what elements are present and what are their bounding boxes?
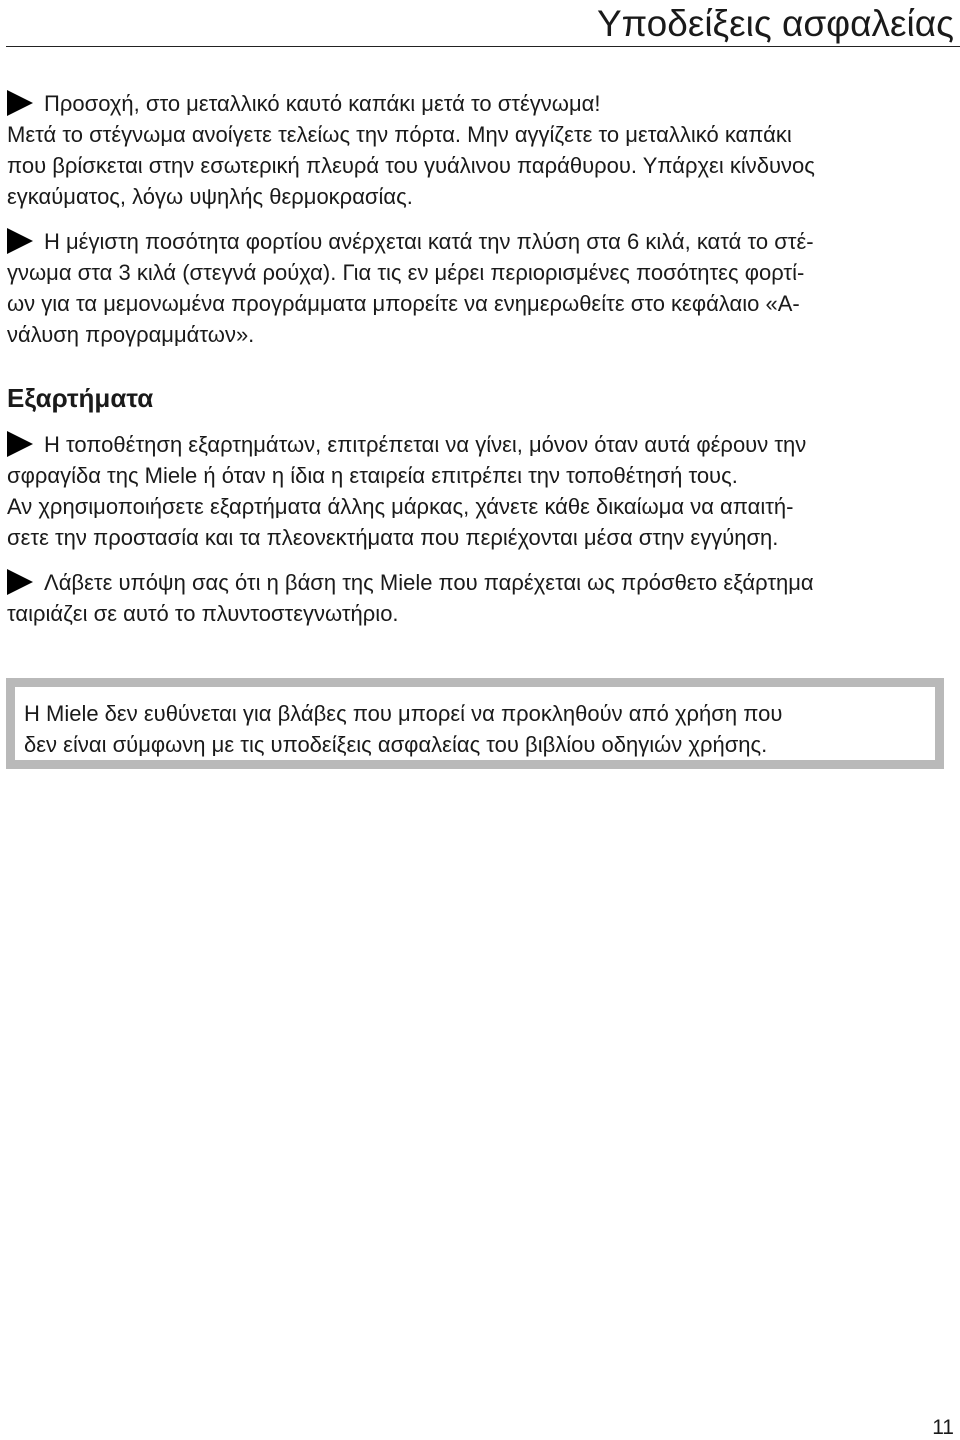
notice-line: Η Miele δεν ευθύνεται για βλάβες που μπορεί να προκληθούν από χρήση που [24,701,783,726]
block-line: Η μέγιστη ποσότητα φορτίου ανέρχεται κατά την πλύση στα 6 κιλά, κατά το στέ- [7,226,950,257]
section-heading-accessories: Εξαρτήματα [7,383,154,413]
page-content [7,88,950,629]
notice-line: δεν είναι σύμφωνη με τις υποδείξεις ασφαλείας του βιβλίου οδηγιών χρήσης. [24,732,768,757]
bullet-triangle-icon [7,90,33,116]
bullet-triangle-icon [7,228,33,254]
safety-block-max-load [7,226,950,350]
block-line: Αν χρησιμοποιήσετε εξαρτήματα άλλης μάρκας, χάνετε κάθε δικαίωμα να απαιτή- [7,494,794,519]
liability-notice-inner [15,687,935,760]
safety-block-hot-lid [7,88,950,212]
block-line: ων για τα μεμονωμένα προγράμματα μπορείτε να ενημερωθείτε στο κεφάλαιο «Α- [7,291,800,316]
block-line: Η τοποθέτηση εξαρτημάτων, επιτρέπεται να γίνει, μόνον όταν αυτά φέρουν την [7,429,950,460]
liability-notice-box [6,678,944,769]
block-line: Προσοχή, στο μεταλλικό καυτό καπάκι μετά το στέγνωμα! [7,88,950,119]
block-line: σετε την προστασία και τα πλεονεκτήματα που περιέχονται μέσα στην εγγύηση. [7,525,779,550]
bullet-triangle-icon [7,431,33,457]
block-line: εγκαύματος, λόγω υψηλής θερμοκρασίας. [7,184,413,209]
header-rule [6,46,960,47]
block-line: γνωμα στα 3 κιλά (στεγνά ρούχα). Για τις εν μέρει περιορισμένες ποσότητες φορτί- [7,260,805,285]
block-line: νάλυση προγραμμάτων». [7,322,255,347]
accessories-block-base [7,567,950,629]
page-number: 11 [932,1416,954,1439]
block-line: Μετά το στέγνωμα ανοίγετε τελείως την πόρτα. Μην αγγίζετε το μεταλλικό καπάκι [7,122,792,147]
page-header-title: Υποδείξεις ασφαλείας [596,3,954,44]
block-line: Λάβετε υπόψη σας ότι η βάση της Miele που παρέχεται ως πρόσθετο εξάρτημα [7,567,950,598]
bullet-triangle-icon [7,569,33,595]
block-line: σφραγίδα της Miele ή όταν η ίδια η εταιρεία επιτρέπει την τοποθέτησή τους. [7,463,738,488]
block-line: ταιριάζει σε αυτό το πλυντοστεγνωτήριο. [7,601,399,626]
accessories-block-approval [7,429,950,553]
block-line: που βρίσκεται στην εσωτερική πλευρά του γυάλινου παράθυρου. Υπάρχει κίνδυνος [7,153,815,178]
